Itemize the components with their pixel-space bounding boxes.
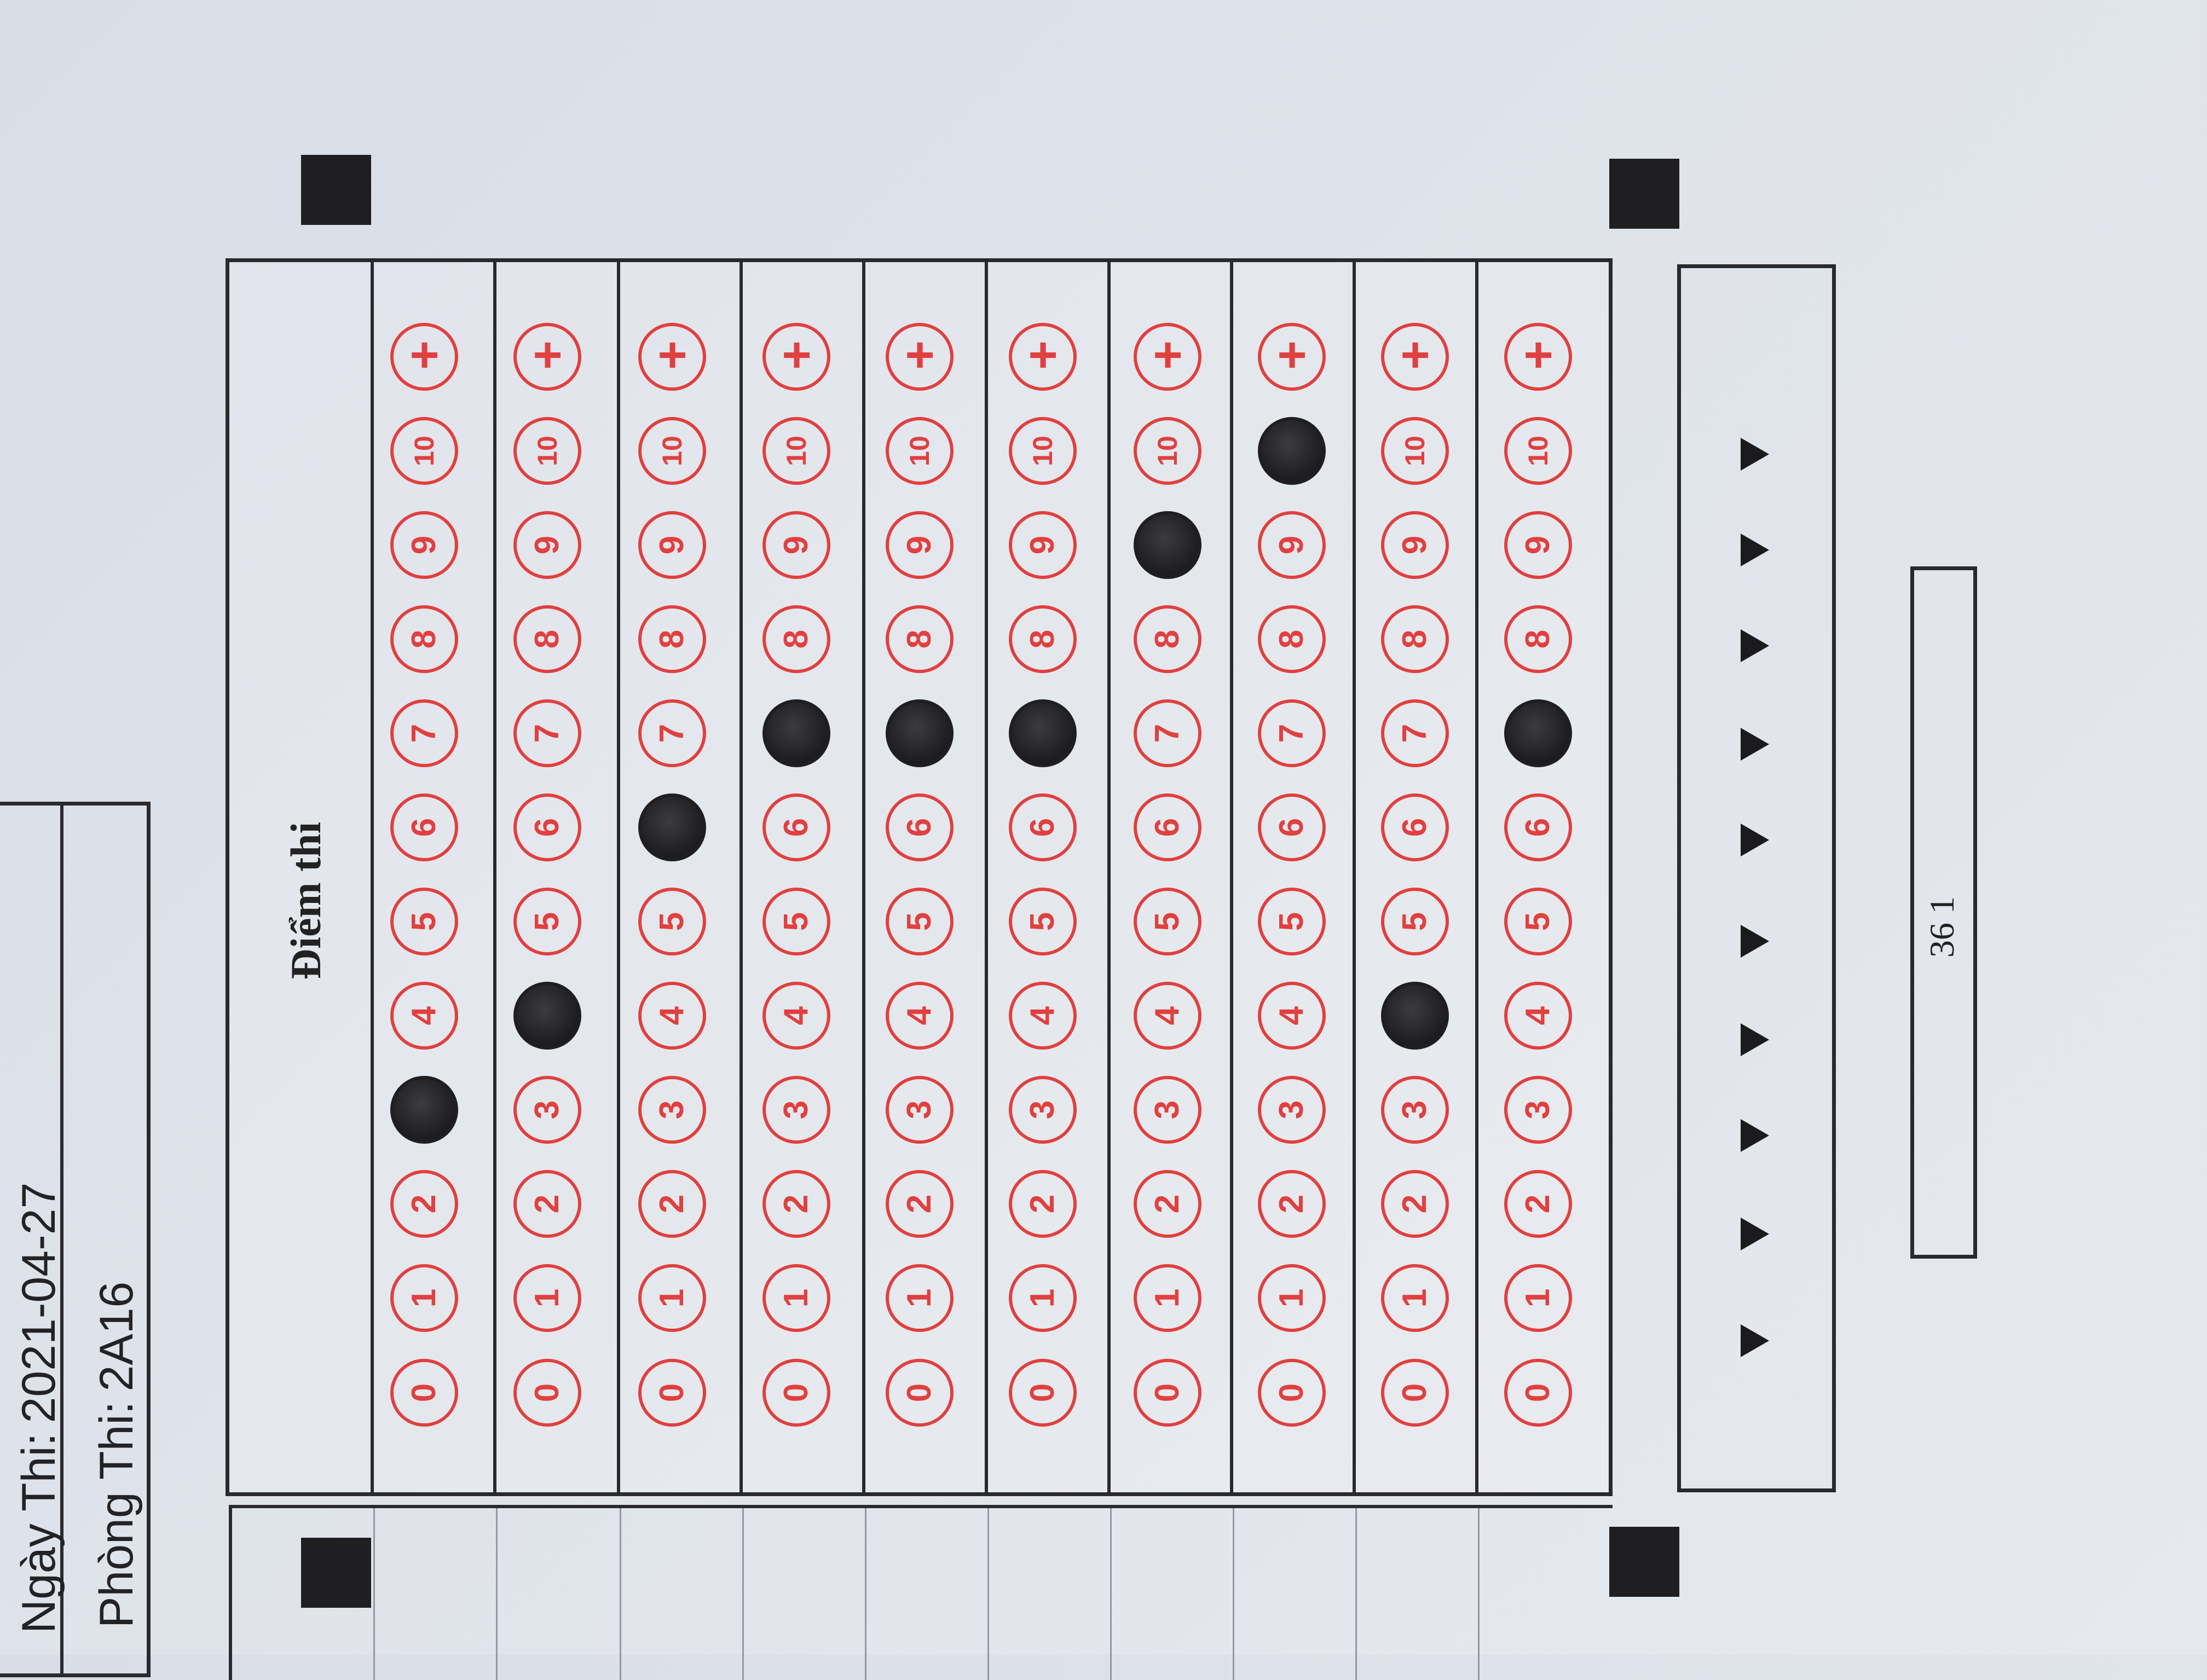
bubble[interactable] — [1381, 888, 1449, 955]
bubble[interactable] — [1504, 1359, 1572, 1427]
bubble-label: 10 — [1400, 436, 1430, 466]
bubble[interactable] — [513, 511, 581, 579]
bubble[interactable] — [513, 793, 581, 861]
bubble[interactable] — [1009, 1359, 1077, 1427]
exam-date-value: 2021-04-27 — [13, 1182, 65, 1423]
grid-divider — [739, 262, 743, 1492]
score-section-title: Điểm thi — [282, 821, 330, 980]
bubble[interactable] — [1381, 1359, 1449, 1427]
bubble-label: 6 — [1272, 818, 1310, 837]
bubble[interactable] — [638, 982, 706, 1050]
bubble[interactable] — [886, 323, 954, 391]
bubble[interactable] — [762, 1359, 830, 1427]
bubble-label: 7 — [1395, 723, 1434, 743]
exam-room-value: 2A16 — [90, 1281, 143, 1392]
bubble-filled[interactable] — [638, 793, 706, 861]
bubble-label: 5 — [405, 912, 443, 931]
strip-divider — [1110, 1508, 1112, 1680]
timing-mark-icon — [1741, 438, 1769, 471]
bubble-label: 0 — [900, 1383, 938, 1403]
bubble-label: 3 — [1023, 1100, 1061, 1120]
bubble[interactable] — [1258, 888, 1326, 955]
grid-divider — [1475, 262, 1478, 1492]
bubble-filled[interactable] — [886, 699, 954, 767]
bubble-label: 4 — [1148, 1006, 1186, 1026]
bubble[interactable] — [638, 511, 706, 579]
timing-mark-icon — [1741, 1023, 1769, 1056]
bubble-label: 3 — [900, 1100, 938, 1120]
bubble-label: 7 — [1272, 723, 1310, 743]
bubble[interactable] — [762, 1170, 830, 1238]
strip-divider — [496, 1508, 498, 1680]
bubble-label: 1 — [1395, 1288, 1434, 1308]
bubble[interactable] — [513, 888, 581, 955]
bubble[interactable] — [762, 417, 830, 485]
bubble[interactable] — [1381, 793, 1449, 861]
bubble-label: 8 — [1272, 629, 1310, 649]
bubble[interactable] — [1134, 793, 1201, 861]
bubble-label: 1 — [1023, 1288, 1061, 1308]
bubble[interactable] — [1134, 323, 1201, 391]
bubble[interactable] — [886, 511, 954, 579]
exam-date-line — [13, 1182, 65, 1633]
bubble-label: 2 — [652, 1194, 691, 1214]
bubble[interactable] — [1134, 1170, 1201, 1238]
bubble[interactable] — [1504, 982, 1572, 1050]
bubble[interactable] — [1134, 1359, 1201, 1427]
bubble[interactable] — [513, 605, 581, 673]
bubble-label: + — [1139, 340, 1195, 370]
bubble-label: 8 — [777, 629, 815, 649]
bubble-label — [1521, 724, 1555, 743]
grid-divider — [1107, 262, 1111, 1492]
grid-divider — [1230, 262, 1233, 1492]
bubble[interactable] — [1009, 793, 1077, 861]
bubble[interactable] — [1381, 699, 1449, 767]
bubble[interactable] — [886, 1076, 954, 1144]
bubble-label: 4 — [1023, 1006, 1061, 1026]
bubble[interactable] — [762, 982, 830, 1050]
bubble[interactable] — [1381, 1170, 1449, 1238]
strip-divider — [373, 1508, 375, 1680]
bubble-label: 0 — [405, 1383, 443, 1403]
bubble-label — [1151, 536, 1185, 554]
bubble-filled[interactable] — [1504, 699, 1572, 767]
bubble-label: 3 — [652, 1100, 691, 1120]
bubble-label: 4 — [777, 1006, 815, 1026]
bubble[interactable] — [390, 1359, 458, 1427]
bubble-label: 5 — [1023, 912, 1061, 931]
bubble-label: 2 — [900, 1194, 938, 1214]
bubble-label: + — [1510, 340, 1566, 370]
bubble-label: + — [1386, 340, 1443, 370]
bubble-label: 0 — [1518, 1383, 1557, 1403]
bubble[interactable] — [1258, 323, 1326, 391]
corner-marker-top-left — [301, 155, 371, 225]
bubble-label: 9 — [405, 535, 443, 555]
bubble[interactable] — [638, 1170, 706, 1238]
bubble-label — [407, 1100, 441, 1119]
bubble[interactable] — [1258, 1264, 1326, 1332]
bubble[interactable] — [1381, 1264, 1449, 1332]
bubble-label: 2 — [528, 1194, 566, 1214]
bubble-label: 3 — [528, 1100, 566, 1120]
bubble[interactable] — [1504, 323, 1572, 391]
grid-divider — [371, 262, 374, 1492]
bubble-label: 3 — [1395, 1100, 1434, 1120]
bubble-filled[interactable] — [762, 699, 830, 767]
bubble[interactable] — [1134, 699, 1201, 767]
bubble-label — [1278, 436, 1305, 466]
bubble[interactable] — [1258, 605, 1326, 673]
bubble-filled[interactable] — [1134, 511, 1201, 579]
strip-divider — [620, 1508, 621, 1680]
bubble[interactable] — [1134, 1076, 1201, 1144]
bubble-label: 10 — [409, 436, 440, 466]
bubble-label: + — [1014, 340, 1071, 370]
strip-divider — [865, 1508, 866, 1680]
timing-mark-icon — [1741, 1218, 1769, 1250]
bubble-label — [903, 724, 937, 743]
bubble-label: 7 — [528, 723, 566, 743]
corner-marker-top-right — [1609, 159, 1679, 229]
bubble[interactable] — [886, 1170, 954, 1238]
bubble-label: 10 — [1152, 436, 1183, 466]
bubble[interactable] — [1009, 511, 1077, 579]
exam-date-label: Ngày Thi: — [13, 1433, 65, 1633]
bubble[interactable] — [390, 511, 458, 579]
bubble-label: 6 — [405, 818, 443, 837]
corner-marker-bottom-right — [1609, 1527, 1679, 1597]
bubble[interactable] — [762, 323, 830, 391]
bubble[interactable] — [762, 511, 830, 579]
bubble-label: 1 — [1518, 1288, 1557, 1308]
bubble[interactable] — [513, 1359, 581, 1427]
bubble-label: 1 — [528, 1288, 566, 1308]
bubble[interactable] — [390, 888, 458, 955]
bubble-label: 9 — [1518, 535, 1557, 555]
bubble[interactable] — [638, 888, 706, 955]
bubble-label: 8 — [1518, 629, 1557, 649]
bubble[interactable] — [390, 982, 458, 1050]
bubble-label: 8 — [900, 629, 938, 649]
bubble-label — [530, 1006, 564, 1025]
timing-mark-icon — [1741, 629, 1769, 662]
timing-mark-icon — [1741, 728, 1769, 761]
bubble-label: 9 — [777, 535, 815, 555]
bubble-label: 10 — [1027, 436, 1058, 466]
bubble[interactable] — [762, 1264, 830, 1332]
bubble-label: 8 — [1023, 629, 1061, 649]
grid-divider — [493, 262, 496, 1492]
bubble[interactable] — [1009, 888, 1077, 955]
exam-room-label: Phòng Thi: — [90, 1401, 143, 1628]
bubble[interactable] — [1258, 982, 1326, 1050]
bubble-label: 6 — [1023, 818, 1061, 837]
bubble[interactable] — [886, 605, 954, 673]
bubble-label: 2 — [1272, 1194, 1310, 1214]
bubble[interactable] — [1381, 1076, 1449, 1144]
bubble[interactable] — [762, 888, 830, 955]
bubble-label: 8 — [405, 629, 443, 649]
bubble[interactable] — [638, 1359, 706, 1427]
strip-divider — [1478, 1508, 1480, 1680]
bubble[interactable] — [1009, 982, 1077, 1050]
bubble[interactable] — [513, 1170, 581, 1238]
bubble-label: 7 — [1148, 723, 1186, 743]
bubble-filled[interactable] — [1009, 699, 1077, 767]
bubble-label: 1 — [652, 1288, 691, 1308]
bubble-label: 7 — [652, 723, 691, 743]
bubble[interactable] — [1381, 323, 1449, 391]
bubble-label — [1026, 724, 1060, 743]
bubble[interactable] — [1504, 1076, 1572, 1144]
bubble-label: 2 — [1395, 1194, 1434, 1214]
bubble-label: 1 — [1148, 1288, 1186, 1308]
bubble-label: 1 — [405, 1288, 443, 1308]
bubble[interactable] — [390, 417, 458, 485]
bubble[interactable] — [886, 888, 954, 955]
bubble[interactable] — [638, 699, 706, 767]
strip-divider — [987, 1508, 989, 1680]
bubble-label: 9 — [1023, 535, 1061, 555]
bubble[interactable] — [1009, 1170, 1077, 1238]
bubble[interactable] — [1504, 511, 1572, 579]
bubble-label — [1398, 1006, 1432, 1025]
bubble[interactable] — [1381, 511, 1449, 579]
bubble-label: 0 — [528, 1383, 566, 1403]
bubble[interactable] — [1009, 417, 1077, 485]
bubble-label: 10 — [904, 436, 935, 466]
bubble-label: 6 — [1148, 818, 1186, 837]
bubble-label: 8 — [1148, 629, 1186, 649]
bubble-filled[interactable] — [390, 1076, 458, 1144]
bubble-label: 6 — [528, 818, 566, 837]
bubble-label: 5 — [1395, 912, 1434, 931]
bubble[interactable] — [1258, 1170, 1326, 1238]
bubble-label: 3 — [777, 1100, 815, 1120]
bubble[interactable] — [513, 1076, 581, 1144]
bubble[interactable] — [1381, 417, 1449, 485]
bubble-label: + — [768, 340, 824, 370]
bubble-label: 5 — [652, 912, 691, 931]
bubble-label: 9 — [900, 535, 938, 555]
bubble-label: 8 — [528, 629, 566, 649]
exam-room-line — [90, 1281, 143, 1628]
bubble-label: 2 — [777, 1194, 815, 1214]
bubble[interactable] — [638, 1264, 706, 1332]
bubble[interactable] — [1258, 699, 1326, 767]
bubble[interactable] — [638, 323, 706, 391]
bubble-label: 2 — [1518, 1194, 1557, 1214]
grid-divider — [617, 262, 620, 1492]
timing-mark-icon — [1741, 1324, 1769, 1357]
bubble-label: 7 — [405, 723, 443, 743]
bubble[interactable] — [1134, 1264, 1201, 1332]
bubble-filled[interactable] — [1381, 982, 1449, 1050]
bubble-label: 0 — [1395, 1383, 1434, 1403]
bubble-label: 9 — [1272, 535, 1310, 555]
bubble[interactable] — [1258, 511, 1326, 579]
bubble-label: 4 — [900, 1006, 938, 1026]
bubble-label: 10 — [657, 436, 687, 466]
bubble-label: 2 — [1148, 1194, 1186, 1214]
bubble-label: + — [396, 340, 452, 370]
bubble-label: 1 — [1272, 1288, 1310, 1308]
bubble[interactable] — [1504, 605, 1572, 673]
bubble[interactable] — [1504, 1264, 1572, 1332]
bubble[interactable] — [513, 699, 581, 767]
strip-divider — [1233, 1508, 1234, 1680]
bubble-label: 6 — [900, 818, 938, 837]
bubble-label: 8 — [1395, 629, 1434, 649]
bubble-label: 0 — [1272, 1383, 1310, 1403]
bubble[interactable] — [513, 323, 581, 391]
bubble-label: 9 — [528, 535, 566, 555]
bubble-filled[interactable] — [1258, 417, 1326, 485]
bubble-label: 0 — [652, 1383, 691, 1403]
bubble[interactable] — [1134, 417, 1201, 485]
lower-column-strip — [229, 1505, 1613, 1680]
bubble-filled[interactable] — [513, 982, 581, 1050]
bubble-label: 6 — [1518, 818, 1557, 837]
bubble-label: 1 — [900, 1288, 938, 1308]
bubble[interactable] — [1134, 605, 1201, 673]
bubble-label: 5 — [777, 912, 815, 931]
bubble[interactable] — [1504, 417, 1572, 485]
bubble-label: 5 — [528, 912, 566, 931]
bubble[interactable] — [762, 1076, 830, 1144]
bubble-label: 2 — [405, 1194, 443, 1214]
bubble[interactable] — [1134, 888, 1201, 955]
bubble[interactable] — [886, 417, 954, 485]
bubble[interactable] — [638, 1076, 706, 1144]
bubble[interactable] — [1258, 793, 1326, 861]
bubble-label: 3 — [1272, 1100, 1310, 1120]
bubble-label: 10 — [781, 436, 812, 466]
bubble-label: + — [519, 340, 575, 370]
bubble[interactable] — [762, 793, 830, 861]
bubble-label: 0 — [1023, 1383, 1061, 1403]
bubble[interactable] — [886, 793, 954, 861]
grid-divider — [985, 262, 988, 1492]
bubble-label: 10 — [532, 436, 563, 466]
bubble-label: 9 — [652, 535, 691, 555]
bubble-label: 5 — [1518, 912, 1557, 931]
bubble[interactable] — [390, 1170, 458, 1238]
bubble[interactable] — [638, 605, 706, 673]
bubble[interactable] — [1009, 323, 1077, 391]
bubble[interactable] — [886, 982, 954, 1050]
bubble[interactable] — [1504, 1170, 1572, 1238]
bubble[interactable] — [390, 323, 458, 391]
bubble-label: 5 — [1148, 912, 1186, 931]
bubble[interactable] — [1009, 1076, 1077, 1144]
bubble-label: 4 — [1272, 1006, 1310, 1026]
bubble-label — [779, 724, 813, 743]
timing-mark-icon — [1741, 824, 1769, 856]
bubble[interactable] — [390, 699, 458, 767]
bubble-label: 0 — [1148, 1383, 1186, 1403]
bubble-label: 3 — [1518, 1100, 1557, 1120]
bubble[interactable] — [513, 417, 581, 485]
code-box-text: 36 1 — [1922, 896, 1961, 958]
bubble[interactable] — [1258, 1359, 1326, 1427]
timing-mark-icon — [1741, 925, 1769, 958]
grid-divider — [1353, 262, 1356, 1492]
bubble[interactable] — [390, 793, 458, 861]
bubble[interactable] — [1009, 605, 1077, 673]
bubble-label: 4 — [405, 1006, 443, 1026]
bubble[interactable] — [638, 417, 706, 485]
bubble-label: + — [891, 340, 947, 370]
bubble-label: 2 — [1023, 1194, 1061, 1214]
bubble[interactable] — [390, 605, 458, 673]
bubble-label: 1 — [777, 1288, 815, 1308]
bubble[interactable] — [1504, 793, 1572, 861]
bubble-label: 5 — [1272, 912, 1310, 931]
bubble[interactable] — [390, 1264, 458, 1332]
strip-divider — [742, 1508, 744, 1680]
bubble-label: 4 — [652, 1006, 691, 1026]
bubble[interactable] — [1009, 1264, 1077, 1332]
bubble-label: 9 — [1395, 535, 1434, 555]
bubble[interactable] — [1381, 605, 1449, 673]
bubble-label: 4 — [1518, 1006, 1557, 1026]
bubble[interactable] — [1258, 1076, 1326, 1144]
bubble[interactable] — [1504, 888, 1572, 955]
bubble[interactable] — [886, 1359, 954, 1427]
bubble-label: 10 — [1523, 436, 1553, 466]
timing-mark-icon — [1741, 1119, 1769, 1152]
bubble-label: 8 — [652, 629, 691, 649]
bubble[interactable] — [762, 605, 830, 673]
bubble-label — [655, 818, 689, 837]
bubble-label: 3 — [1148, 1100, 1186, 1120]
bubble-label: + — [1263, 340, 1320, 370]
bubble-label: 6 — [1395, 818, 1434, 837]
grid-divider — [862, 262, 865, 1492]
bubble[interactable] — [513, 1264, 581, 1332]
bubble[interactable] — [886, 1264, 954, 1332]
bubble-label: 0 — [777, 1383, 815, 1403]
bubble[interactable] — [1134, 982, 1201, 1050]
bubble-label: 5 — [900, 912, 938, 931]
bubble-label: + — [644, 340, 700, 370]
strip-divider — [1355, 1508, 1357, 1680]
timing-mark-icon — [1741, 534, 1769, 566]
bubble-label: 6 — [777, 818, 815, 837]
